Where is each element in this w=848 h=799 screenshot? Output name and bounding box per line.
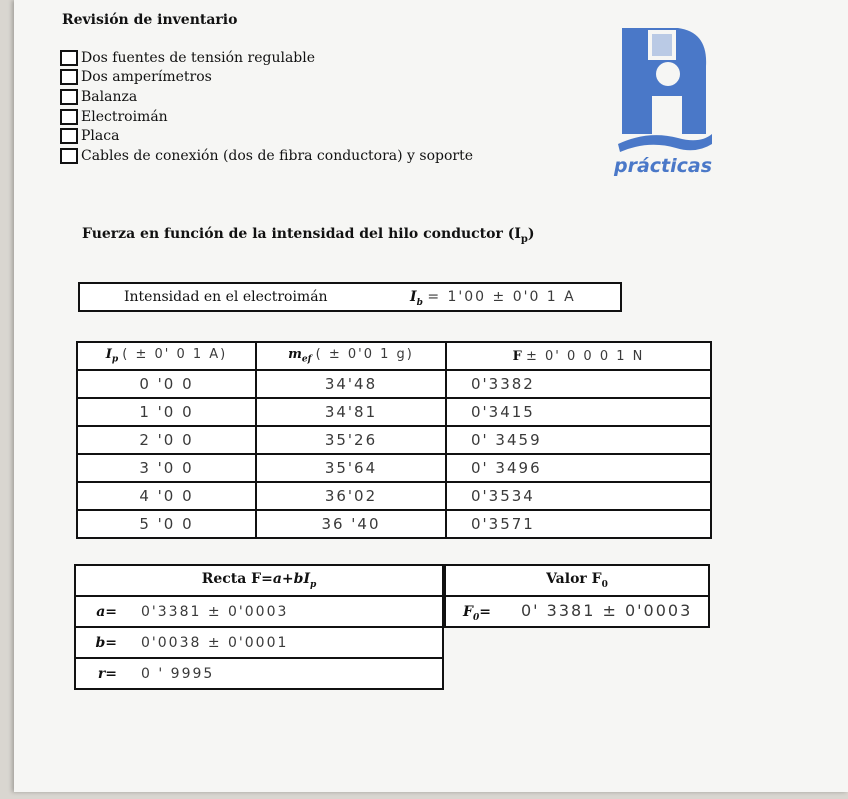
section-title: Fuerza en función de la intensidad del hilo conductor $(I_p)$ [82,226,535,245]
checklist-item-label: Balanza [81,88,138,105]
practicas-logo [608,26,718,176]
checkbox[interactable] [60,89,78,105]
regression-r-value: 0 ' 9995 [141,665,215,682]
document-sheet [14,0,848,792]
regression-b-row: b= 0'0038 ± 0'0001 [75,627,443,658]
header-m: $m_{ef}$ ( ± 0'0 1 g) [256,342,446,370]
checklist-item[interactable] [60,48,473,68]
electromagnet-intensity-box [78,282,622,312]
checklist-item-label: Dos amperímetros [81,69,212,86]
table-row: 4 '0 0 36'02 0'3534 [77,482,711,510]
header-ip: $I_p$ ( ± 0' 0 1 A) [77,342,256,370]
checklist-item-label: Dos fuentes de tensión regulable [81,49,316,66]
inventory-title: Revisión de inventario [62,12,238,28]
table-row: 0 '0 0 34'48 0'3382 [77,370,711,398]
checkbox[interactable] [60,128,78,144]
checklist-item-label: Placa [81,128,120,145]
regression-title: Recta $F=a+bI_p$ [75,565,443,596]
checklist-item-label: Cables de conexión (dos de fibra conductora) y soporte [81,147,474,164]
checklist-item[interactable] [60,87,473,107]
f0-value: 0' 3381 ± 0'0003 [521,600,693,620]
table-row: 3 '0 0 35'64 0' 3496 [77,454,711,482]
f0-row: $F_0= 0'$ 3381 ± 0'0003 [445,596,709,627]
checklist-item[interactable] [60,126,473,146]
electromagnet-label: Intensidad en el electroimán [124,289,328,305]
table-row: 5 '0 0 36 '40 0'3571 [77,510,711,538]
checkbox[interactable] [60,69,78,85]
electromagnet-value: $I_b = 1'00 \pm 0'0$ 1 A [410,289,576,308]
checklist-item-label: Electroimán [81,108,168,125]
checkbox[interactable] [60,148,78,164]
regression-a-value: 0'3381 ± 0'0003 [141,603,289,620]
inventory-checklist [60,48,473,166]
f0-title: Valor $F_0$ [445,565,709,596]
table-header-row [77,342,711,370]
header-f: F ± 0' 0 0 0 1 N [446,342,711,370]
regression-b-value: 0'0038 ± 0'0001 [141,634,289,651]
table-row: 2 '0 0 35'26 0' 3459 [77,426,711,454]
regression-table [74,564,444,690]
f0-value-table [444,564,710,628]
logo-text: prácticas [613,155,713,176]
measurement-table [76,341,712,539]
checklist-item[interactable] [60,146,473,166]
regression-r-row: r= 0 ' 9995 [75,658,443,689]
checklist-item[interactable] [60,107,473,127]
checkbox[interactable] [60,50,78,66]
checklist-item[interactable] [60,68,473,88]
regression-a-row: a= 0'3381 ± 0'0003 [75,596,443,627]
checkbox[interactable] [60,109,78,125]
table-row: 1 '0 0 34'81 0'3415 [77,398,711,426]
